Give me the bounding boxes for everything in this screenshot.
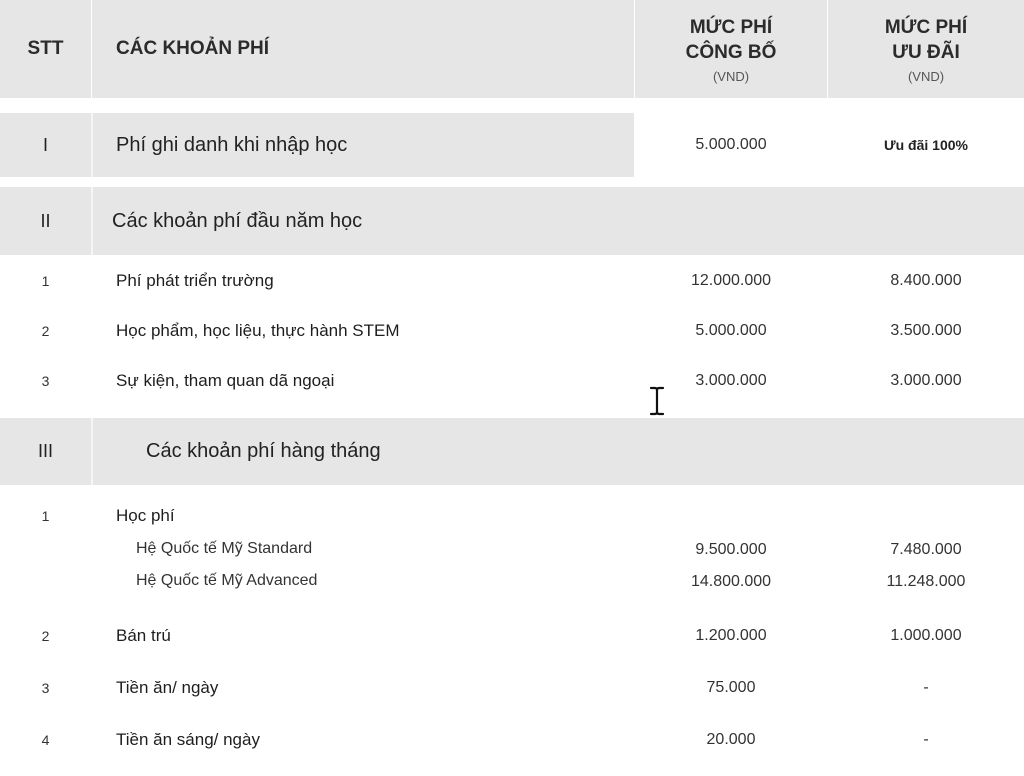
header-stt: STT — [27, 38, 64, 59]
section-header-annual — [0, 187, 1024, 255]
published-fee: 20.000 — [706, 731, 756, 748]
preferential-fee: 1.000.000 — [890, 627, 962, 644]
row-number: 1 — [41, 508, 50, 524]
section-number: III — [37, 441, 53, 461]
published-fee: 12.000.000 — [690, 272, 772, 289]
tuition-program-name: Hệ Quốc tế Mỹ Standard — [136, 540, 313, 557]
section-number: II — [40, 210, 51, 231]
preferential-fee: 11.248.000 — [886, 573, 966, 590]
header-published-line1: MỨC PHÍ — [689, 16, 773, 38]
row-number: 3 — [41, 680, 50, 696]
table-header — [0, 0, 1024, 98]
section-title: Các khoản phí đầu năm học — [112, 209, 363, 232]
table-row-tuition — [0, 500, 1024, 610]
fee-name: Bán trú — [116, 626, 171, 645]
fee-name: Phí phát triển trường — [116, 271, 274, 290]
preferential-fee: 8.400.000 — [890, 272, 962, 289]
header-published-unit: (VND) — [712, 68, 750, 84]
header-preferential-line1: MỨC PHÍ — [884, 16, 968, 38]
text-cursor-icon — [649, 386, 665, 416]
section-row-enrollment — [0, 113, 1024, 177]
row-number: 4 — [41, 732, 50, 748]
published-fee: 3.000.000 — [695, 372, 767, 389]
header-preferential-line2: ƯU ĐÃI — [892, 41, 960, 63]
published-fee: 5.000.000 — [695, 136, 767, 153]
preferential-fee: 3.500.000 — [890, 322, 962, 339]
published-fee: 14.800.000 — [690, 573, 772, 590]
table-row — [0, 306, 1024, 356]
table-row — [0, 356, 1024, 406]
section-header-monthly — [0, 418, 1024, 485]
fee-name: Học phẩm, học liệu, thực hành STEM — [116, 321, 400, 340]
fee-name: Sự kiện, tham quan dã ngoại — [116, 371, 335, 390]
published-fee: 75.000 — [706, 679, 756, 696]
section-title: Các khoản phí hàng tháng — [146, 440, 381, 462]
header-published-fee — [635, 0, 827, 98]
header-published-line2: CÔNG BỐ — [685, 41, 777, 63]
header-preferential-fee — [828, 0, 1024, 98]
fee-name: Tiền ăn sáng/ ngày — [116, 730, 260, 749]
table-row — [0, 612, 1024, 660]
table-row — [0, 256, 1024, 306]
header-preferential-unit: (VND) — [907, 68, 945, 84]
preferential-fee: 3.000.000 — [890, 372, 962, 389]
header-fee-name: CÁC KHOẢN PHÍ — [116, 38, 270, 59]
published-fee: 9.500.000 — [695, 541, 767, 558]
published-fee: 5.000.000 — [695, 322, 767, 339]
row-number: 2 — [41, 628, 50, 644]
fee-name: Tiền ăn/ ngày — [116, 678, 219, 697]
tuition-program-name: Hệ Quốc tế Mỹ Advanced — [136, 572, 318, 589]
published-fee: 1.200.000 — [695, 627, 767, 644]
table-row — [0, 716, 1024, 764]
row-number: 2 — [41, 323, 50, 339]
row-number: 3 — [41, 373, 50, 389]
preferential-fee: Ưu đãi 100% — [884, 137, 968, 153]
row-number: 1 — [41, 273, 50, 289]
preferential-fee: 7.480.000 — [890, 541, 962, 558]
section-number: I — [42, 134, 48, 155]
preferential-fee: - — [923, 731, 929, 748]
fee-name: Học phí — [116, 506, 175, 525]
table-row — [0, 664, 1024, 712]
section-title: Phí ghi danh khi nhập học — [116, 133, 348, 156]
preferential-fee: - — [923, 679, 929, 696]
